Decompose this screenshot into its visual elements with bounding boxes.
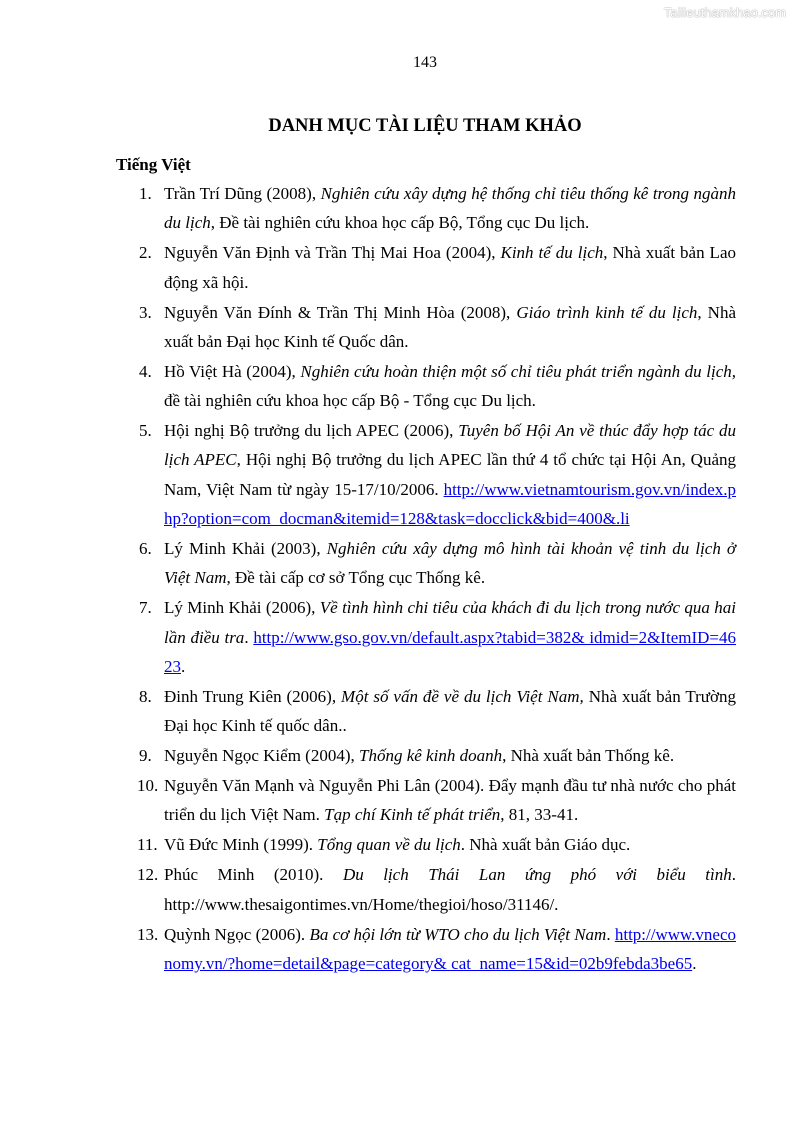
reference-item bbox=[139, 416, 737, 533]
reference-title: Giáo trình kinh tế du lịch bbox=[516, 302, 698, 322]
reference-number: 11. bbox=[137, 835, 158, 855]
reference-authors: Trần Trí Dũng (2008), bbox=[164, 184, 321, 203]
reference-number: 6. bbox=[139, 539, 152, 558]
reference-title: Thống kê kinh doanh bbox=[359, 746, 503, 766]
reference-authors: Nguyễn Văn Định và Trần Thị Mai Hoa (2004), bbox=[164, 243, 501, 263]
reference-title: Kinh tế du lịch bbox=[500, 243, 604, 263]
reference-item bbox=[137, 771, 736, 830]
reference-link[interactable]: http://www.vneconomy.vn/?home=detail&page=category& cat_name=15&id=02b9febda3be65 bbox=[164, 924, 737, 973]
reference-authors: Phúc Minh (2010). bbox=[164, 865, 343, 885]
reference-details: , 81, 33-41. bbox=[500, 805, 579, 825]
reference-number: 4. bbox=[139, 361, 152, 381]
reference-item bbox=[139, 357, 736, 416]
section-heading: Tiếng Việt bbox=[116, 155, 191, 174]
reference-title: Tổng quan về du lịch bbox=[317, 835, 461, 855]
reference-details: . bbox=[244, 627, 254, 647]
reference-authors: Lý Minh Khải (2006), bbox=[164, 598, 320, 618]
reference-item bbox=[139, 741, 736, 770]
reference-details: , Nhà xuất bản Lao động xã hội. bbox=[164, 243, 736, 292]
reference-authors: Quỳnh Ngọc (2006). bbox=[164, 924, 310, 944]
reference-number: 3. bbox=[139, 302, 152, 322]
reference-details: đề tài nghiên cứu khoa học cấp Bộ - Tổng cục Du lịch. bbox=[164, 391, 536, 411]
reference-number: 5. bbox=[139, 421, 152, 441]
reference-details: , Đề tài cấp cơ sở Tổng cục Thống kê. bbox=[226, 568, 486, 588]
reference-authors: Hội nghị Bộ trưởng du lịch APEC (2006), bbox=[164, 421, 459, 441]
reference-item bbox=[139, 238, 736, 297]
reference-list bbox=[0, 179, 736, 978]
reference-details: , Nhà xuất bản Đại học Kinh tế Quốc dân. bbox=[164, 302, 736, 351]
reference-number: 12. bbox=[137, 865, 159, 885]
reference-authors: Vũ Đức Minh (1999). bbox=[164, 835, 318, 855]
watermark-text: Tailieuthamkhao.com bbox=[663, 5, 786, 20]
reference-number: 2. bbox=[139, 243, 152, 263]
reference-title: Du lịch Thái Lan ứng phó với biểu tình bbox=[342, 865, 732, 885]
reference-item bbox=[137, 920, 737, 979]
reference-authors: Nguyễn Văn Đính & Trần Thị Minh Hòa (2008), bbox=[164, 302, 517, 322]
reference-link[interactable]: http://www.gso.gov.vn/default.aspx?tabid=382& idmid=2&ItemID=4623 bbox=[164, 627, 736, 676]
reference-details: , Hội nghị Bộ trưởng du lịch APEC lần thứ 4 tổ chức tại Hội An, Quảng Nam, Việt Nam từ ngày 15-17/10/2006. bbox=[164, 450, 736, 499]
reference-tail: . bbox=[692, 953, 697, 973]
page-number: 143 bbox=[413, 54, 437, 71]
reference-tail: . bbox=[181, 656, 186, 676]
reference-item bbox=[137, 860, 736, 919]
reference-details: . bbox=[606, 924, 615, 944]
reference-number: 10. bbox=[137, 776, 159, 796]
reference-authors: Nguyễn Văn Mạnh và Nguyễn Phi Lân (2004). Đẩy mạnh đầu tư nhà nước cho phát triển du lịch Việt Nam. bbox=[164, 776, 736, 825]
reference-title: Tạp chí Kinh tế phát triển bbox=[324, 805, 501, 825]
reference-details: , Nhà xuất bản Thống kê. bbox=[502, 746, 675, 766]
reference-title: Về tình hình chi tiêu của khách đi du lịch trong nước qua hai lần điều tra bbox=[164, 598, 736, 647]
reference-title: Nghiên cứu xây dựng hệ thống chỉ tiêu thống kê trong ngành du lịch bbox=[164, 184, 736, 233]
reference-title: Nghiên cứu hoàn thiện một số chỉ tiêu phát triển ngành du lịch, bbox=[300, 361, 736, 381]
reference-item bbox=[139, 534, 737, 593]
reference-authors: Lý Minh Khải (2003), bbox=[164, 539, 327, 558]
reference-details: . http://www.thesaigontimes.vn/Home/thegioi/hoso/31146/. bbox=[164, 865, 736, 914]
reference-title: Nghiên cứu xây dựng mô hình tài khoản vệ tinh du lịch ở Việt Nam bbox=[164, 539, 737, 588]
reference-item bbox=[139, 179, 736, 238]
reference-item bbox=[139, 593, 736, 681]
reference-authors: Hồ Việt Hà (2004), bbox=[164, 361, 301, 381]
reference-number: 13. bbox=[137, 924, 159, 944]
reference-item bbox=[137, 830, 736, 859]
reference-authors: Nguyễn Ngọc Kiểm (2004), bbox=[164, 746, 359, 766]
reference-number: 1. bbox=[139, 184, 152, 203]
reference-number: 8. bbox=[139, 686, 152, 706]
reference-details: Nhà xuất bản Trường Đại học Kinh tế quốc dân.. bbox=[164, 686, 737, 736]
reference-link[interactable]: http://www.vietnamtourism.gov.vn/index.php?option=com_docman&itemid=128&task=docclick&bid=400&.li bbox=[164, 479, 737, 529]
reference-title: Một số vấn đề về du lịch Việt Nam, bbox=[341, 686, 584, 706]
reference-authors: Đinh Trung Kiên (2006), bbox=[164, 686, 342, 706]
reference-title: Tuyên bố Hội An về thúc đẩy hợp tác du lịch APEC bbox=[164, 421, 737, 470]
reference-details: , Đề tài nghiên cứu khoa học cấp Bộ, Tổng cục Du lịch. bbox=[210, 213, 590, 233]
reference-details: . Nhà xuất bản Giáo dục. bbox=[460, 835, 631, 855]
page-title: DANH MỤC TÀI LIỆU THAM KHẢO bbox=[268, 116, 582, 136]
reference-title: Ba cơ hội lớn từ WTO cho du lịch Việt Nam bbox=[309, 924, 607, 944]
reference-item bbox=[139, 682, 737, 741]
reference-item bbox=[139, 298, 736, 357]
reference-number: 9. bbox=[139, 746, 152, 766]
reference-number: 7. bbox=[139, 598, 152, 618]
